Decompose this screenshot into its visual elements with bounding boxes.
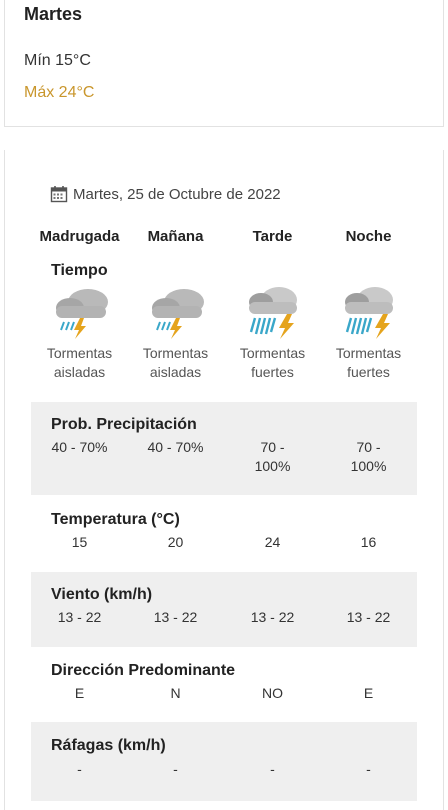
precip-line1: 40 - 70%	[51, 439, 108, 455]
period-madrugada: Madrugada	[39, 228, 120, 245]
day-title: Martes	[24, 4, 83, 24]
period-noche: Noche	[345, 228, 392, 245]
condition-line1: Tormentas	[46, 345, 113, 361]
temperature-value: 15	[71, 534, 88, 550]
max-temperature: Máx 24°C	[24, 84, 95, 101]
precipitation-value	[320, 438, 417, 476]
weather-icon-madrugada	[31, 284, 128, 342]
condition-line2: aisladas	[53, 364, 106, 380]
weather-icon-manana	[127, 284, 224, 342]
precip-line1: 40 - 70%	[147, 439, 204, 455]
min-temperature: Mín 15°C	[24, 52, 91, 69]
isolated-thunderstorm-icon	[48, 284, 112, 340]
condition-line2: fuertes	[347, 364, 390, 380]
forecast-date-text: Martes, 25 de Octubre de 2022	[73, 185, 281, 203]
weather-icon-tarde	[224, 284, 321, 342]
gusts-value: -	[77, 761, 82, 777]
condition-line1: Tormentas	[142, 345, 209, 361]
condition-line1: Tormentas	[239, 345, 306, 361]
gusts-value: -	[173, 761, 178, 777]
temperature-value: 24	[264, 534, 281, 550]
condition-line2: fuertes	[251, 364, 294, 380]
gusts-label: Ráfagas (km/h)	[51, 737, 166, 754]
precip-line1: 70 -	[260, 439, 285, 455]
wind-label: Viento (km/h)	[51, 586, 153, 603]
precip-line2: 100%	[254, 458, 291, 474]
condition-manana	[127, 344, 224, 382]
isolated-thunderstorm-icon	[144, 284, 208, 340]
wind-value: 13 - 22	[250, 609, 295, 625]
condition-line1: Tormentas	[335, 345, 402, 361]
forecast-date	[50, 183, 281, 205]
temperature-value: 20	[167, 534, 184, 550]
direction-value: E	[363, 685, 374, 701]
weather-label: Tiempo	[51, 262, 108, 279]
gusts-value: -	[366, 761, 371, 777]
temperature-value: 16	[360, 534, 377, 550]
condition-noche	[320, 344, 417, 382]
condition-line2: aisladas	[149, 364, 202, 380]
precipitation-value	[127, 438, 224, 457]
direction-value: N	[170, 685, 181, 701]
gusts-value: -	[270, 761, 275, 777]
heavy-thunderstorm-icon	[241, 284, 305, 340]
direction-value: E	[74, 685, 85, 701]
calendar-icon	[50, 185, 68, 203]
period-tarde: Tarde	[252, 228, 293, 245]
weather-icon-noche	[320, 284, 417, 342]
direction-value: NO	[262, 685, 283, 701]
heavy-thunderstorm-icon	[337, 284, 401, 340]
precip-line2: 100%	[350, 458, 387, 474]
condition-tarde	[224, 344, 321, 382]
precipitation-label: Prob. Precipitación	[51, 416, 197, 433]
temperature-label: Temperatura (°C)	[51, 511, 180, 528]
wind-value: 13 - 22	[346, 609, 391, 625]
precipitation-value	[224, 438, 321, 476]
wind-value: 13 - 22	[153, 609, 198, 625]
precipitation-value	[31, 438, 128, 457]
direction-label: Dirección Predominante	[51, 662, 236, 679]
condition-madrugada	[31, 344, 128, 382]
precip-line1: 70 -	[356, 439, 381, 455]
wind-value: 13 - 22	[57, 609, 102, 625]
period-manana: Mañana	[147, 228, 204, 245]
